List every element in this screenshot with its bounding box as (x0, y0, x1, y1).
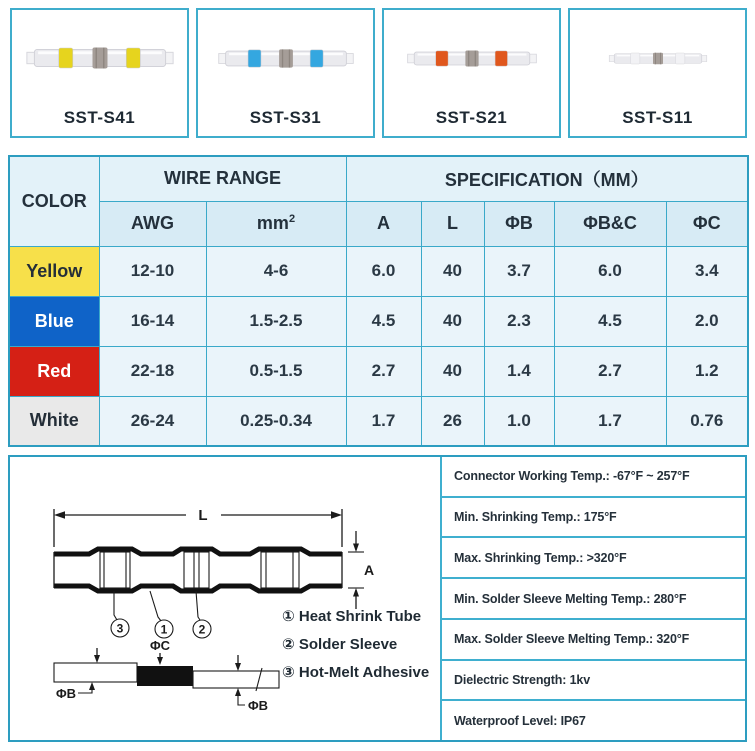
product-card-sst-s31 (196, 8, 375, 138)
bottom-section (8, 455, 747, 742)
cell-awg: 22-18 (99, 346, 206, 396)
ring-left (630, 52, 639, 63)
col-header-l: L (421, 201, 484, 246)
color-swatch-blue: Blue (9, 296, 99, 346)
product-label: SST-S31 (249, 108, 322, 127)
ring-left (58, 48, 72, 68)
cell-awg: 16-14 (99, 296, 206, 346)
product-card-sst-s11 (568, 8, 747, 138)
color-swatch-yellow: Yellow (9, 246, 99, 296)
cell-phi-bc: 6.0 (554, 246, 666, 296)
cell-phi-b: 3.7 (484, 246, 554, 296)
spec-row-min-solder-melting-temp: Min. Solder Sleeve Melting Temp.: 280°F (442, 579, 745, 620)
cell-a: 1.7 (346, 396, 421, 446)
dim-label-a: A (363, 562, 375, 578)
cell-mm2: 1.5-2.5 (206, 296, 346, 346)
col-header-a: A (346, 201, 421, 246)
table-row-blue (9, 296, 748, 346)
ring-right (675, 52, 684, 63)
cell-phi-c: 3.4 (666, 246, 748, 296)
temperature-spec-list (442, 457, 745, 740)
cell-l: 40 (421, 246, 484, 296)
cell-a: 2.7 (346, 346, 421, 396)
connector-image-yellow (25, 39, 175, 77)
cell-phi-b: 1.4 (484, 346, 554, 396)
connector-image-blue (217, 42, 355, 75)
connector-image-white (608, 48, 708, 69)
product-card-sst-s41 (10, 8, 189, 138)
spec-row-working-temp: Connector Working Temp.: -67°F ~ 257°F (442, 457, 745, 498)
col-header-phi-b: ΦB (484, 201, 554, 246)
cell-a: 4.5 (346, 296, 421, 346)
connector-image-red (406, 44, 538, 73)
table-row-red (9, 346, 748, 396)
dim-label-l: L (198, 507, 208, 524)
callout-3: 3 (116, 621, 124, 636)
spec-table (8, 155, 749, 447)
dim-label-phi-c: ΦC (149, 638, 171, 653)
color-swatch-white: White (9, 396, 99, 446)
ring-right (126, 48, 140, 68)
mm2-sup: 2 (288, 213, 296, 225)
spec-row-waterproof-level: Waterproof Level: IP67 (454, 713, 586, 728)
col-header-phi-c: ΦC (666, 201, 748, 246)
callout-1: 1 (160, 622, 168, 637)
product-label: SST-S41 (63, 108, 136, 127)
spec-row-max-solder-melting-temp: Max. Solder Sleeve Melting Temp.: 320°F (442, 620, 745, 661)
dim-label-phi-b-left: ΦB (55, 686, 77, 701)
ring-left (435, 50, 447, 65)
cell-mm2: 0.5-1.5 (206, 346, 346, 396)
col-header-color: COLOR (9, 156, 99, 246)
cell-awg: 12-10 (99, 246, 206, 296)
col-header-mm2 (206, 201, 346, 246)
product-label: SST-S21 (435, 108, 508, 127)
color-swatch-red: Red (9, 346, 99, 396)
cell-l: 26 (421, 396, 484, 446)
ring-left (248, 49, 261, 66)
cell-phi-b: 1.0 (484, 396, 554, 446)
cell-l: 40 (421, 296, 484, 346)
table-row-yellow (9, 246, 748, 296)
cell-phi-bc: 4.5 (554, 296, 666, 346)
col-header-specification: SPECIFICATION（MM） (346, 156, 748, 201)
cell-phi-bc: 2.7 (554, 346, 666, 396)
callout-2: 2 (198, 622, 206, 637)
diagram-legend (282, 603, 429, 687)
col-header-phi-bc: ΦB&C (554, 201, 666, 246)
product-label: SST-S11 (622, 108, 693, 127)
cell-mm2: 0.25-0.34 (206, 396, 346, 446)
product-card-sst-s21 (382, 8, 561, 138)
spec-row-min-shrinking-temp: Min. Shrinking Temp.: 175°F (442, 498, 745, 539)
col-header-awg: AWG (99, 201, 206, 246)
mm2-base: mm (256, 213, 289, 233)
cell-phi-c: 2.0 (666, 296, 748, 346)
connector-dimension-diagram (10, 457, 440, 740)
legend-item-heat-shrink-tube: ① Heat Shrink Tube (282, 608, 422, 625)
cell-l: 40 (421, 346, 484, 396)
product-card-row (10, 8, 747, 138)
cell-awg: 26-24 (99, 396, 206, 446)
ring-right (495, 50, 507, 65)
ring-right (310, 49, 323, 66)
table-row-white (9, 396, 748, 446)
legend-item-hot-melt-adhesive: ③ Hot-Melt Adhesive (282, 664, 430, 681)
spec-row-dielectric-strength: Dielectric Strength: 1kv (442, 661, 745, 702)
cell-phi-bc: 1.7 (554, 396, 666, 446)
cell-phi-c: 0.76 (666, 396, 748, 446)
legend-item-solder-sleeve: ② Solder Sleeve (282, 636, 398, 653)
dim-label-phi-b-right: ΦB (247, 698, 269, 713)
cell-phi-b: 2.3 (484, 296, 554, 346)
spec-row-max-shrinking-temp: Max. Shrinking Temp.: >320°F (442, 538, 745, 579)
cell-phi-c: 1.2 (666, 346, 748, 396)
cell-mm2: 4-6 (206, 246, 346, 296)
col-header-wire-range: WIRE RANGE (99, 156, 346, 201)
dimension-diagram-panel (10, 457, 442, 740)
cell-a: 6.0 (346, 246, 421, 296)
